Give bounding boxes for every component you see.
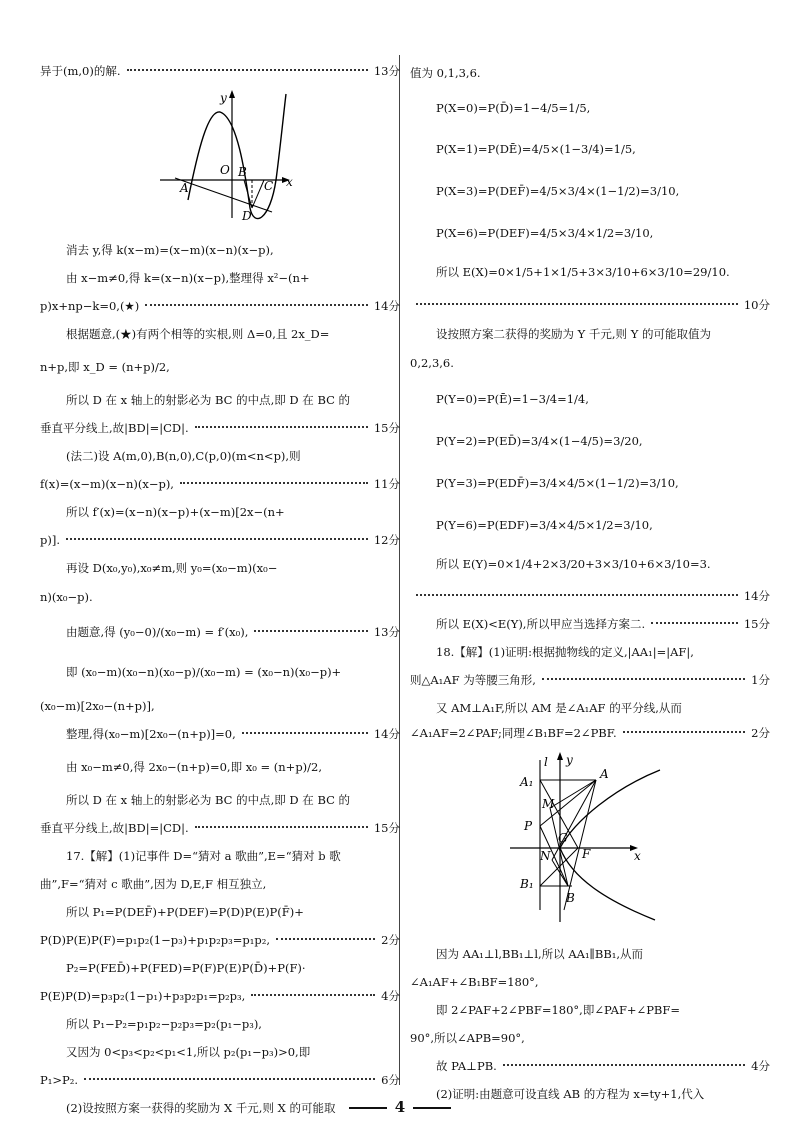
line-text: 又因为 0<p₃<p₂<p₁<1,所以 p₂(p₁−p₃)>0,即: [66, 1045, 311, 1059]
line-text: P(X=6)=P(DEF)=4/5×3/4×1/2=3/10,: [436, 226, 654, 240]
text-line: [40, 526, 400, 554]
line-text: 所以 E(Y)=0×1/4+2×3/20+3×3/10+6×3/10=3.: [436, 557, 711, 571]
line-text: 因为 AA₁⊥l,BB₁⊥l,所以 AA₁∥BB₁,从而: [436, 947, 644, 961]
score-mark: 1分: [751, 673, 770, 687]
fig2-b-label: B: [566, 891, 575, 905]
text-line: [40, 264, 400, 292]
score-mark: 15分: [373, 421, 400, 435]
leader-dots: [276, 938, 375, 940]
text-line: [40, 814, 400, 842]
text-line: [40, 692, 400, 720]
text-line: [40, 1010, 400, 1038]
text-line: [40, 870, 400, 898]
text-line: [410, 666, 770, 694]
score-mark: 2分: [381, 933, 400, 947]
text-line: [410, 420, 770, 462]
leader-dots: [127, 69, 368, 71]
leader-dots: [542, 678, 745, 680]
line-text: P(D)P(E)P(F)=p₁p₂(1−p₃)+p₁p₂p₃=p₁p₂,: [40, 933, 270, 947]
line-text: n+p,即 x_D = (n+p)/2,: [40, 360, 170, 374]
fig1-y-label: y: [220, 91, 227, 105]
line-text: 18.【解】(1)证明:根据抛物线的定义,|AA₁|=|AF|,: [436, 645, 694, 659]
fig2-a1-label: A₁: [520, 775, 534, 789]
text-line: [40, 720, 400, 748]
score-mark: 6分: [381, 1073, 400, 1087]
text-line: [410, 128, 770, 170]
score-mark: 15分: [373, 821, 400, 835]
text-line: [410, 58, 770, 88]
fig1-a-label: A: [180, 181, 189, 195]
leader-dots: [651, 622, 738, 624]
line-text: P(X=0)=P(D̄)=1−4/5=1/5,: [436, 101, 591, 115]
right-column: [410, 58, 770, 1108]
text-line: [410, 462, 770, 504]
line-text: p)].: [40, 533, 60, 547]
text-line: [410, 722, 770, 744]
fig1-x-label: x: [286, 175, 293, 189]
fig1-d-label: D: [242, 209, 252, 222]
text-line: [40, 498, 400, 526]
text-line: [40, 652, 400, 692]
leader-dots: [416, 303, 738, 305]
score-mark: 15分: [743, 617, 770, 631]
leader-dots: [66, 538, 368, 540]
text-line: [410, 212, 770, 254]
text-line: [410, 504, 770, 546]
line-text: 由 x−m≠0,得 k=(x−n)(x−p),整理得 x²−(n+: [66, 271, 310, 285]
text-line: [410, 996, 770, 1024]
line-text: 所以 E(X)<E(Y),所以甲应当选择方案二.: [436, 617, 646, 631]
fig1-c-label: C: [264, 179, 274, 193]
text-line: [410, 88, 770, 128]
line-text: p)x+np−k=0,(★): [40, 299, 140, 313]
page-number: 4: [394, 1098, 406, 1116]
text-line: [410, 1024, 770, 1052]
line-text: P(X=1)=P(DĒ)=4/5×(1−3/4)=1/5,: [436, 142, 636, 156]
text-line: [410, 320, 770, 348]
score-mark: 10分: [743, 298, 770, 312]
text-line: [40, 582, 400, 612]
text-line: [410, 378, 770, 420]
text-line: [40, 842, 400, 870]
leader-dots: [84, 1078, 375, 1080]
text-line: [40, 386, 400, 414]
fig2-y-label: y: [566, 753, 573, 767]
text-line: [40, 236, 400, 264]
fig2-n-label: N: [540, 849, 551, 863]
line-text: 所以 P₁−P₂=p₁p₂−p₂p₃=p₂(p₁−p₃),: [66, 1017, 262, 1031]
text-line: [410, 546, 770, 582]
line-text: n)(x₀−p).: [40, 590, 93, 604]
leader-dots: [251, 994, 375, 996]
text-line: [40, 554, 400, 582]
line-text: 设按照方案二获得的奖励为 Y 千元,则 Y 的可能取值为: [436, 327, 711, 341]
fig2-l-label: l: [544, 755, 548, 769]
text-line: [40, 1038, 400, 1066]
text-line: [40, 470, 400, 498]
fig1-o-label: O: [220, 163, 230, 177]
text-line: [410, 254, 770, 290]
line-text: 再设 D(x₀,y₀),x₀≠m,则 y₀=(x₀−m)(x₀−: [66, 561, 278, 575]
line-text: ∠A₁AF=2∠PAF;同理∠B₁BF=2∠PBF.: [410, 726, 617, 740]
line-text: 90°,所以∠APB=90°,: [410, 1031, 525, 1045]
line-text: P(Y=2)=P(ED̄)=3/4×(1−4/5)=3/20,: [436, 434, 643, 448]
leader-dots: [195, 426, 368, 428]
text-line: [40, 348, 400, 386]
score-mark: 13分: [373, 625, 400, 639]
line-text: P₂=P(FED̄)+P(FED)=P(F)P(E)P(D̄)+P(F)·: [66, 961, 306, 975]
line-text: 垂直平分线上,故|BD|=|CD|.: [40, 421, 189, 435]
score-mark: 14分: [743, 589, 770, 603]
line-text: P(X=3)=P(DEF̄)=4/5×3/4×(1−1/2)=3/10,: [436, 184, 680, 198]
line-text: 所以 f′(x)=(x−n)(x−p)+(x−m)[2x−(n+: [66, 505, 285, 519]
line-text: P(Y=0)=P(Ē)=1−3/4=1/4,: [436, 392, 589, 406]
line-text: f(x)=(x−m)(x−n)(x−p),: [40, 477, 174, 491]
line-text: (2)证明:由题意可设直线 AB 的方程为 x=ty+1,代入: [436, 1087, 705, 1101]
line-text: P₁>P₂.: [40, 1073, 78, 1087]
line-text: 由 x₀−m≠0,得 2x₀−(n+p)=0,即 x₀ = (n+p)/2,: [66, 760, 323, 774]
line-text: 又 AM⊥A₁F,所以 AM 是∠A₁AF 的平分线,从而: [436, 701, 682, 715]
line-text: 整理,得(x₀−m)[2x₀−(n+p)]=0,: [66, 727, 236, 741]
score-mark: 11分: [373, 477, 400, 491]
line-text: P(E)P(D)=p₃p₂(1−p₁)+p₃p₂p₁=p₂p₃,: [40, 989, 246, 1003]
line-text: (2)设按照方案一获得的奖励为 X 千元,则 X 的可能取: [66, 1101, 336, 1115]
line-text: P(Y=3)=P(EDF̄)=3/4×4/5×(1−1/2)=3/10,: [436, 476, 679, 490]
text-line: [410, 968, 770, 996]
text-line: [410, 582, 770, 610]
fig2-x-label: x: [634, 849, 641, 863]
line-text: 根据题意,(★)有两个相等的实根,则 Δ=0,且 2x_D=: [66, 327, 330, 341]
line-text: ∠A₁AF+∠B₁BF=180°,: [410, 975, 539, 989]
leader-dots: [195, 826, 368, 828]
score-mark: 2分: [751, 726, 770, 740]
text-line: [40, 898, 400, 926]
text-line: [40, 320, 400, 348]
line-text: 异于(m,0)的解.: [40, 64, 121, 78]
fig2-p-label: P: [524, 819, 533, 833]
line-text: 消去 y,得 k(x−m)=(x−m)(x−n)(x−p),: [66, 243, 274, 257]
line-text: 即 2∠PAF+2∠PBF=180°,即∠PAF+∠PBF=: [436, 1003, 680, 1017]
score-mark: 13分: [373, 64, 400, 78]
line-text: 曲”,F=“猜对 c 歌曲”,因为 D,E,F 相互独立,: [40, 877, 267, 891]
fig2-m-label: M: [542, 797, 555, 811]
text-line: [40, 1066, 400, 1094]
text-line: [410, 348, 770, 378]
line-text: 即 (x₀−m)(x₀−n)(x₀−p)/(x₀−m) = (x₀−n)(x₀−p)+: [66, 665, 342, 679]
text-line: [410, 170, 770, 212]
fig2-f-label: F: [582, 847, 591, 861]
text-line: [40, 442, 400, 470]
parabola-figure: [410, 750, 770, 930]
line-text: 所以 D 在 x 轴上的射影必为 BC 的中点,即 D 在 BC 的: [66, 393, 351, 407]
text-line: [40, 926, 400, 954]
line-text: 值为 0,1,3,6.: [410, 66, 481, 80]
fig1-b-label: B: [238, 165, 247, 179]
fig2-a-label: A: [600, 767, 609, 781]
text-line: [40, 292, 400, 320]
line-text: 所以 P₁=P(DEF̄)+P(DEF)=P(D)P(E)P(F̄)+: [66, 905, 304, 919]
fig2-b1-label: B₁: [520, 877, 534, 891]
text-line: [410, 290, 770, 320]
text-line: [40, 414, 400, 442]
line-text: 0,2,3,6.: [410, 356, 454, 370]
leader-dots: [503, 1064, 745, 1066]
text-line: [40, 58, 400, 84]
line-text: 所以 D 在 x 轴上的射影必为 BC 的中点,即 D 在 BC 的: [66, 793, 351, 807]
line-text: 由题意,得 (y₀−0)/(x₀−m) = f′(x₀),: [66, 625, 249, 639]
line-text: 所以 E(X)=0×1/5+1×1/5+3×3/10+6×3/10=29/10.: [436, 265, 730, 279]
cubic-graph-figure: [40, 90, 400, 226]
line-text: (x₀−m)[2x₀−(n+p)],: [40, 699, 155, 713]
leader-dots: [242, 732, 368, 734]
line-text: P(Y=6)=P(EDF)=3/4×4/5×1/2=3/10,: [436, 518, 653, 532]
score-mark: 12分: [373, 533, 400, 547]
text-line: [40, 612, 400, 652]
line-text: (法二)设 A(m,0),B(n,0),C(p,0)(m<n<p),则: [66, 449, 301, 463]
text-line: [40, 786, 400, 814]
line-text: 垂直平分线上,故|BD|=|CD|.: [40, 821, 189, 835]
leader-dots: [145, 304, 368, 306]
leader-dots: [254, 630, 367, 632]
text-line: [40, 748, 400, 786]
fig2-g-label: G: [558, 831, 568, 845]
line-text: 17.【解】(1)记事件 D=“猜对 a 歌曲”,E=“猜对 b 歌: [66, 849, 341, 863]
text-line: [410, 694, 770, 722]
score-mark: 4分: [751, 1059, 770, 1073]
left-column: [40, 58, 400, 1122]
text-line: [410, 940, 770, 968]
line-text: 故 PA⊥PB.: [436, 1059, 497, 1073]
text-line: [410, 638, 770, 666]
score-mark: 4分: [381, 989, 400, 1003]
text-line: [410, 610, 770, 638]
score-mark: 14分: [373, 727, 400, 741]
page-footer: [0, 1098, 800, 1116]
text-line: [40, 954, 400, 982]
leader-dots: [416, 594, 738, 596]
leader-dots: [623, 731, 746, 733]
leader-dots: [180, 482, 368, 484]
text-line: [40, 982, 400, 1010]
line-text: 则△A₁AF 为等腰三角形,: [410, 673, 536, 687]
text-line: [410, 1052, 770, 1080]
score-mark: 14分: [373, 299, 400, 313]
